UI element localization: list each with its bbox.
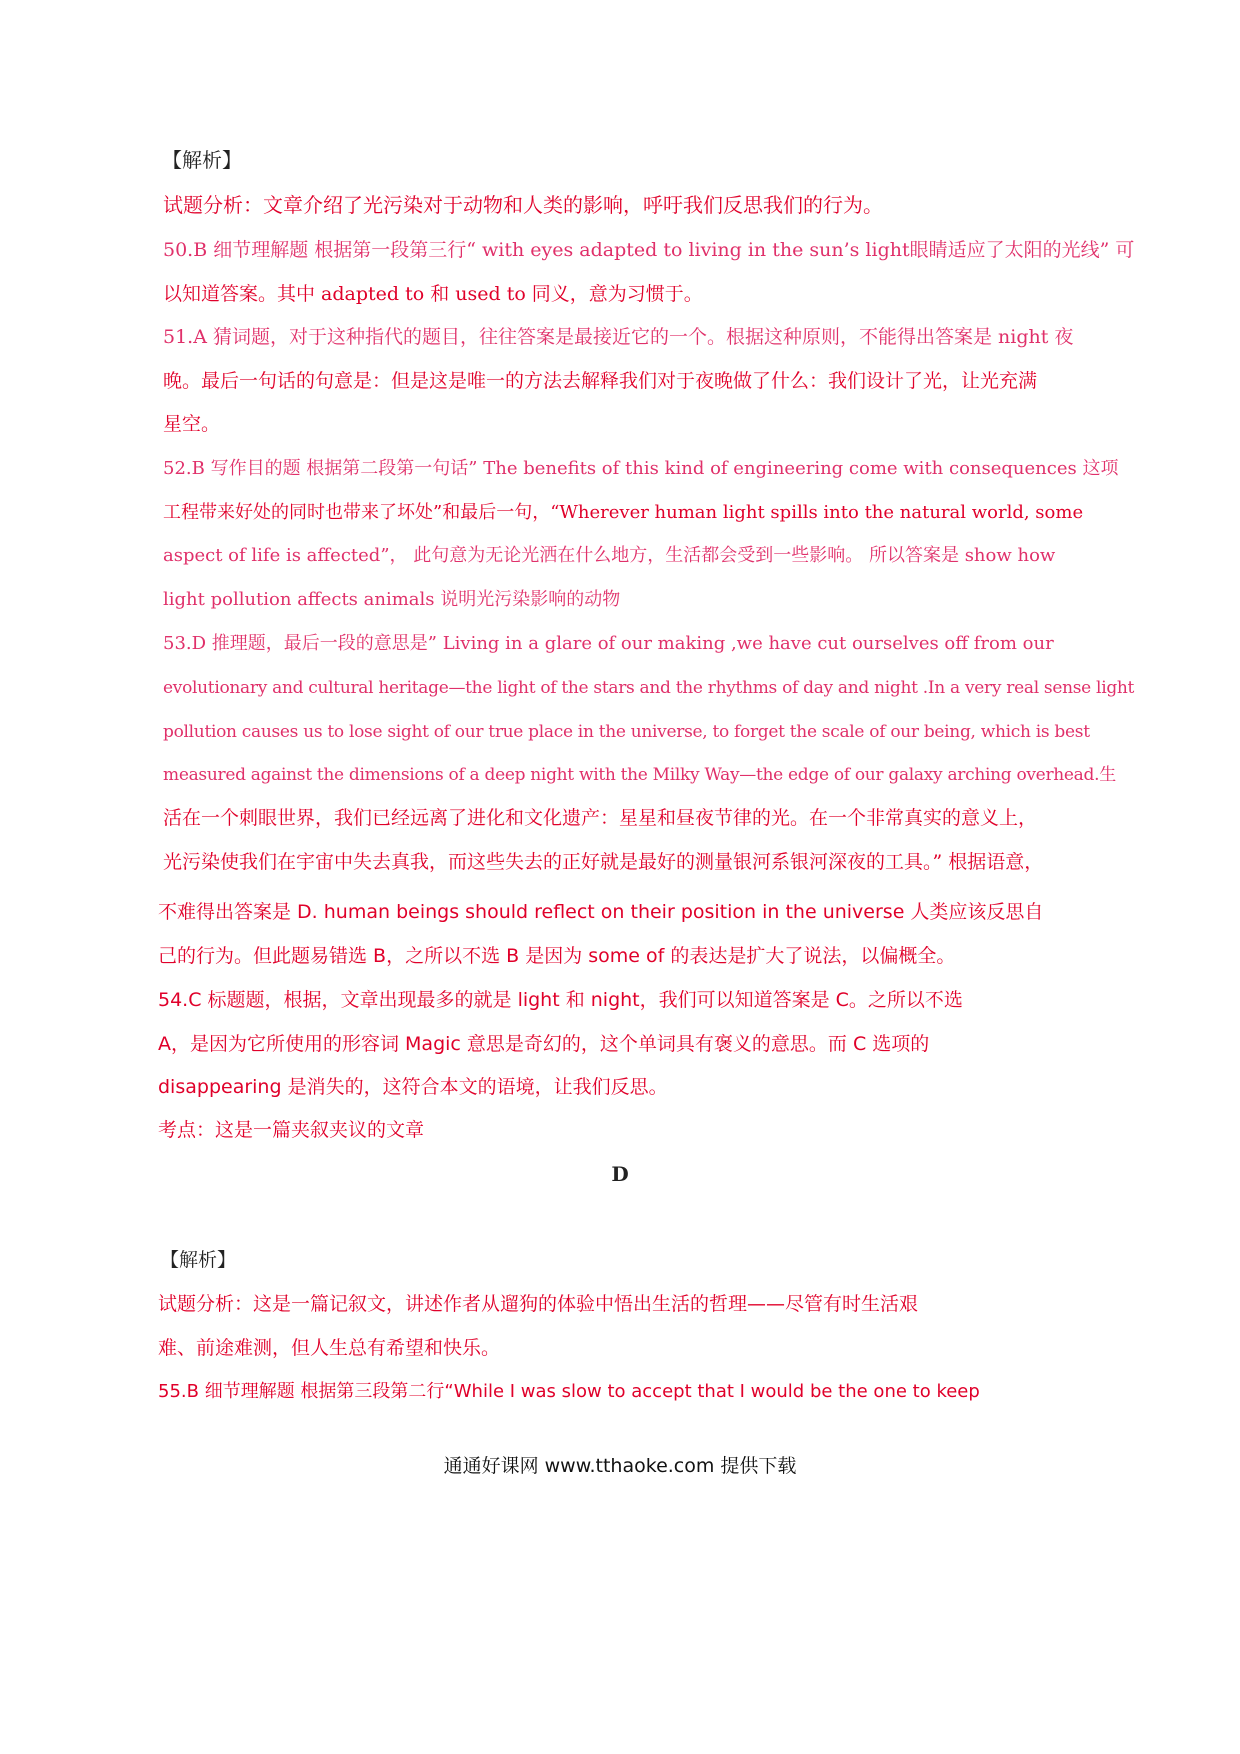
answer-line: 53.D 推理题，最后一段的意思是” Living in a glare of our making ,we have cut ourselves off from our (163, 633, 1054, 654)
analysis-summary: 试题分析：文章介绍了光污染对于动物和人类的影响，呼吁我们反思我们的行为。 (163, 193, 883, 217)
answer-line: 难、前途难测，但人生总有希望和快乐。 (158, 1337, 501, 1359)
page-footer: 通通好课网 www.tthaoke.com 提供下载 (443, 1455, 797, 1477)
answer-line: 工程带来好处的同时也带来了坏处”和最后一句，“Wherever human light spills into the natural world, some (163, 502, 1084, 523)
analysis-heading: 【解析】 (160, 1249, 237, 1271)
answer-line: disappearing 是消失的，这符合本文的语境，让我们反思。 (158, 1076, 668, 1098)
answer-line: 以知道答案。其中 adapted to 和 used to 同义，意为习惯于。 (163, 283, 703, 305)
answer-line: 50.B 细节理解题 根据第一段第三行“ with eyes adapted to living in the sun’s light眼睛适应了太阳的光线” 可 (163, 239, 1135, 261)
answer-line: A，是因为它所使用的形容词 Magic 意思是奇幻的，这个单词具有褒义的意思。而 C 选项的 (158, 1033, 930, 1055)
answer-line: 星空。 (163, 413, 221, 435)
answer-line: measured against the dimensions of a deep night with the Milky Way—the edge of our galaxy arching overhead.生 (163, 765, 1116, 785)
answer-line: aspect of life is affected”， 此句意为无论光洒在什么地方，生活都会受到一些影响。 所以答案是 show how (163, 545, 1056, 566)
answer-line: 光污染使我们在宇宙中失去真我，而这些失去的正好就是最好的测量银河系银河深夜的工具。” 根据语意， (163, 851, 1044, 873)
answer-line: 不难得出答案是 D. human beings should reflect on their position in the universe 人类应该反思自 (158, 901, 1044, 923)
answer-line: 55.B 细节理解题 根据第三段第二行“While I was slow to accept that I would be the one to keep (158, 1381, 980, 1402)
answer-line: light pollution affects animals 说明光污染影响的动物 (163, 589, 621, 610)
answer-line: 己的行为。但此题易错选 B，之所以不选 B 是因为 some of 的表达是扩大了说法，以偏概全。 (158, 945, 956, 967)
answer-line: 51.A 猜词题，对于这种指代的题目，往往答案是最接近它的一个。根据这种原则，不能得出答案是 night 夜 (163, 326, 1074, 348)
answer-line: 活在一个刺眼世界，我们已经远离了进化和文化遗产：星星和昼夜节律的光。在一个非常真实的意义上， (163, 807, 1038, 829)
answer-line: 54.C 标题题，根据，文章出现最多的就是 light 和 night，我们可以知道答案是 C。之所以不选 (158, 989, 963, 1011)
exam-point: 考点：这是一篇夹叙夹议的文章 (158, 1119, 425, 1141)
answer-line: 试题分析：这是一篇记叙文，讲述作者从遛狗的体验中悟出生活的哲理——尽管有时生活艰 (158, 1293, 919, 1315)
section-letter: D (611, 1162, 629, 1186)
answer-line: pollution causes us to lose sight of our true place in the universe, to forget the scale of our being, which is best (163, 722, 1090, 742)
answer-line: 52.B 写作目的题 根据第二段第一句话” The benefits of this kind of engineering come with consequences 这项 (163, 458, 1119, 479)
analysis-heading: 【解析】 (162, 148, 242, 172)
answer-line: evolutionary and cultural heritage—the light of the stars and the rhythms of day and night .In a very real sense light (163, 678, 1135, 698)
answer-line: 晚。最后一句话的句意是：但是这是唯一的方法去解释我们对于夜晚做了什么：我们设计了光，让光充满 (163, 370, 1038, 392)
